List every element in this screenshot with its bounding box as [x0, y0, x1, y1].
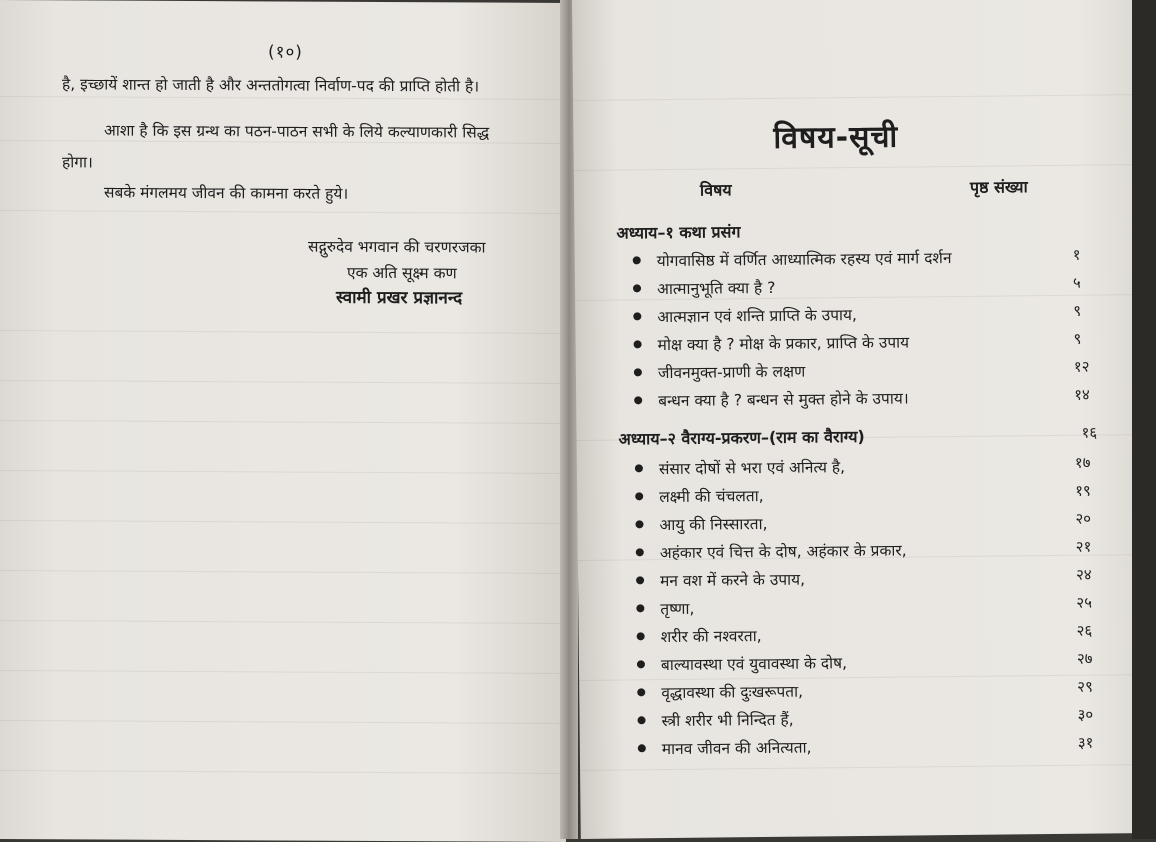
bullet-icon — [633, 256, 641, 264]
toc-item-text: बन्धन क्या है ? बन्धन से मुक्त होने के उपाय। — [658, 389, 909, 411]
toc-item — [633, 328, 1113, 355]
book-edge — [1132, 0, 1156, 839]
toc-item-text: वृद्धावस्था की दुःखरूपता, — [661, 682, 804, 703]
toc-item — [635, 480, 1115, 507]
toc-item-text: मन वश में करने के उपाय, — [659, 570, 806, 591]
bullet-icon — [638, 716, 646, 724]
toc-item-text: जीवनमुक्त-प्राणी के लक्षण — [657, 362, 806, 383]
toc-item-page: २१ — [1075, 537, 1092, 556]
bullet-icon — [636, 548, 644, 556]
toc-item — [636, 564, 1116, 591]
toc-item — [638, 732, 1118, 759]
column-heading-page: पृष्ठ संख्या — [969, 177, 1028, 197]
toc-item — [637, 704, 1117, 731]
toc-item-page: २० — [1075, 509, 1092, 528]
toc-item-text: आत्मानुभूति क्या है ? — [656, 278, 776, 299]
toc-item-page: १७ — [1074, 453, 1091, 472]
toc-item — [636, 592, 1116, 619]
toc-item-page: २६ — [1076, 621, 1093, 640]
toc-item-page: ३१ — [1077, 733, 1094, 752]
paragraph-2-line-2: होगा। — [62, 153, 93, 172]
left-page — [0, 0, 566, 842]
toc-item-page: २७ — [1076, 649, 1093, 668]
bullet-icon — [634, 396, 642, 404]
bullet-icon — [634, 368, 642, 376]
toc-title: विषय-सूची — [773, 119, 899, 156]
paragraph-3: सबके मंगलमय जीवन की कामना करते हुये। — [104, 183, 349, 203]
bullet-icon — [637, 632, 645, 640]
toc-item-text: योगवासिष्ठ में वर्णित आध्यात्मिक रहस्य एवं मार्ग दर्शन — [656, 249, 952, 271]
bullet-icon — [636, 604, 644, 612]
toc-item-page: ९ — [1073, 301, 1082, 320]
toc-item-page: १९ — [1075, 481, 1091, 500]
toc-item-text: आयु की निस्सारता, — [659, 514, 768, 535]
toc-item-text: संसार दोषों से भरा एवं अनित्य है, — [658, 458, 846, 479]
toc-item-page: १ — [1072, 245, 1081, 264]
signature-line-1: सद्गुरुदेव भगवान की चरणरजका — [308, 237, 486, 257]
toc-item — [635, 508, 1115, 535]
toc-item-text: शरीर की नश्वरता, — [660, 627, 762, 647]
bullet-icon — [634, 340, 642, 348]
toc-item — [634, 356, 1114, 383]
toc-item-text: अहंकार एवं चित्त के दोष, अहंकार के प्रकार, — [659, 541, 907, 563]
toc-item — [637, 676, 1117, 703]
bullet-icon — [638, 744, 646, 752]
signature-line-2: एक अति सूक्ष्म कण — [347, 263, 457, 283]
bullet-icon — [637, 688, 645, 696]
paragraph-2-line-1: आशा है कि इस ग्रन्थ का पठन-पाठन सभी के लिये कल्याणकारी सिद्ध — [104, 121, 490, 142]
toc-item-text: लक्ष्मी की चंचलता, — [659, 487, 764, 507]
toc-item-text: स्त्री शरीर भी निन्दित हैं, — [661, 710, 794, 731]
chapter-2-heading: अध्याय–२ वैराग्य-प्रकरण–(राम का वैराग्य) — [618, 426, 865, 449]
bullet-icon — [633, 312, 641, 320]
bullet-icon — [635, 520, 643, 528]
toc-item — [633, 244, 1113, 271]
toc-item-page: २५ — [1076, 593, 1093, 612]
toc-item-page: १४ — [1074, 385, 1090, 404]
toc-item-text: तृष्णा, — [660, 599, 695, 619]
toc-item-page: २९ — [1077, 677, 1093, 696]
paragraph-1: है, इच्छायें शान्त हो जाती है और अन्ततोगत्वा निर्वाण-पद की प्राप्ति होती है। — [62, 75, 480, 96]
toc-item-page: ५ — [1072, 273, 1081, 292]
toc-item-text: मोक्ष क्या है ? मोक्ष के प्रकार, प्राप्ति के उपाय — [657, 333, 910, 355]
column-heading-subject: विषय — [699, 180, 732, 200]
toc-item-page: १२ — [1073, 357, 1090, 376]
toc-item-text: बाल्यावस्था एवं युवावस्था के दोष, — [660, 654, 848, 675]
bullet-icon — [633, 284, 641, 292]
signature-name: स्वामी प्रखर प्रज्ञानन्द — [336, 287, 463, 309]
bullet-icon — [635, 492, 643, 500]
toc-item — [637, 620, 1117, 647]
bullet-icon — [637, 660, 645, 668]
page-number: (१०) — [268, 42, 303, 63]
bullet-icon — [635, 464, 643, 472]
toc-item — [636, 536, 1116, 563]
toc-item-page: २४ — [1075, 565, 1092, 584]
toc-item — [635, 452, 1115, 479]
toc-item-page: ३० — [1077, 705, 1094, 724]
bullet-icon — [636, 576, 644, 584]
chapter-1-heading: अध्याय–१ कथा प्रसंग — [616, 222, 741, 243]
chapter-2-page: १६ — [1081, 423, 1098, 442]
toc-item-text: मानव जीवन की अनित्यता, — [661, 738, 812, 759]
toc-item — [637, 648, 1117, 675]
toc-item — [633, 300, 1113, 327]
toc-item-page: ९ — [1073, 329, 1082, 348]
toc-item-text: आत्मज्ञान एवं शन्ति प्राप्ति के उपाय, — [657, 306, 858, 327]
toc-item — [634, 384, 1114, 411]
right-page — [572, 0, 1141, 839]
